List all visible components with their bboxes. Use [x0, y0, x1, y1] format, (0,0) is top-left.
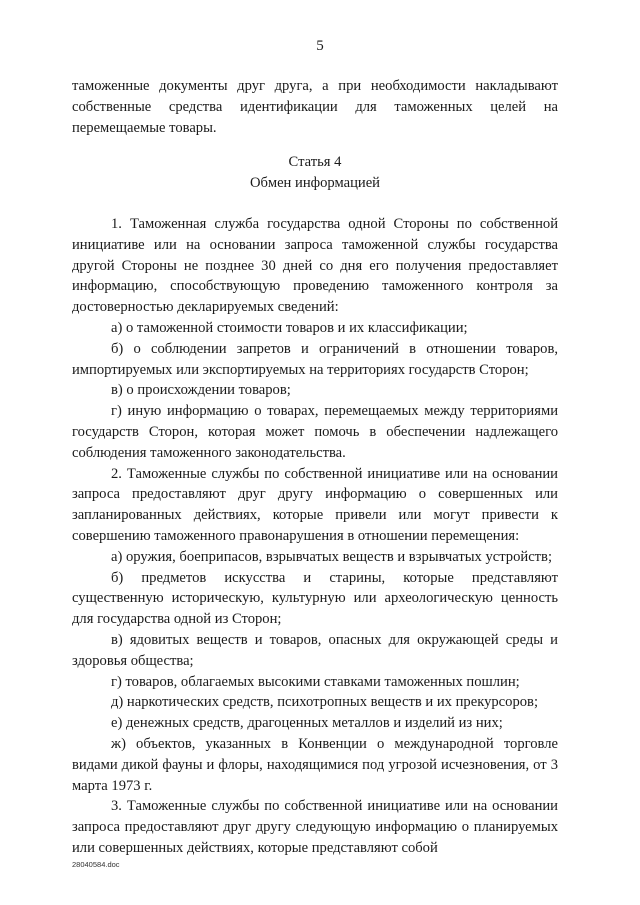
- paragraph-3: 3. Таможенные службы по собственной инициативе или на основании запроса предоставляют друг другу следующую информацию о планируемых или совершенных действиях, которые представляют собой: [72, 798, 558, 856]
- paragraph-1d: г) иную информацию о товарах, перемещаемых между территориями государств Сторон, которая может помочь в обеспечении надлежащего соблюдения таможенного законодательства.: [72, 403, 558, 461]
- paragraph-2d: г) товаров, облагаемых высокими ставками таможенных пошлин;: [111, 673, 520, 690]
- article-subtitle: Обмен информацией: [250, 175, 380, 192]
- paragraph-2c: в) ядовитых веществ и товаров, опасных для окружающей среды и здоровья общества;: [72, 631, 558, 669]
- paragraph-2a: а) оружия, боеприпасов, взрывчатых веществ и взрывчатых устройств;: [111, 548, 553, 565]
- page-number: 5: [316, 38, 324, 54]
- article-title: Статья 4: [288, 154, 342, 171]
- article-heading: [72, 152, 558, 194]
- paragraph-2b: б) предметов искусства и старины, которые представляют существенную историческую, культурную или археологическую ценность для государства одной из Сторон;: [72, 569, 558, 628]
- paragraph-2g: ж) объектов, указанных в Конвенции о международной торговле видами дикой фауны и флоры, находящимися под угрозой исчезновения, от 3 марта 1973 г.: [72, 735, 558, 794]
- paragraph-1c: в) о происхождении товаров;: [111, 382, 291, 399]
- paragraph-2: 2. Таможенные службы по собственной инициативе или на основании запроса предоставляют друг другу информацию о совершенных или запланированных действиях, которые привели или могут привести к совершению таможенного правонарушения в отношении перемещения:: [72, 465, 558, 544]
- paragraph-2f: е) денежных средств, драгоценных металлов и изделий из них;: [111, 715, 503, 732]
- document-body: [72, 76, 558, 859]
- paragraph-2e: д) наркотических средств, психотропных веществ и их прекурсоров;: [111, 694, 538, 711]
- paragraph-1b: б) о соблюдении запретов и ограничений в отношении товаров, импортируемых или экспортируемых на территориях государств Сторон;: [72, 340, 558, 378]
- intro-paragraph: таможенные документы друг друга, а при необходимости накладывают собственные средства идентификации для таможенных целей на перемещаемые товары.: [72, 78, 558, 136]
- paragraph-1a: а) о таможенной стоимости товаров и их классификации;: [111, 319, 468, 336]
- paragraph-1: 1. Таможенная служба государства одной Стороны по собственной инициативе или на основании запроса таможенной службы государства другой Стороны не позднее 30 дней со дня его получения предоставляет информацию, способствующую проведению таможенного контроля за достоверностью декларируемых сведений:: [72, 215, 558, 316]
- footer-filename: 28040584.doc: [72, 860, 120, 869]
